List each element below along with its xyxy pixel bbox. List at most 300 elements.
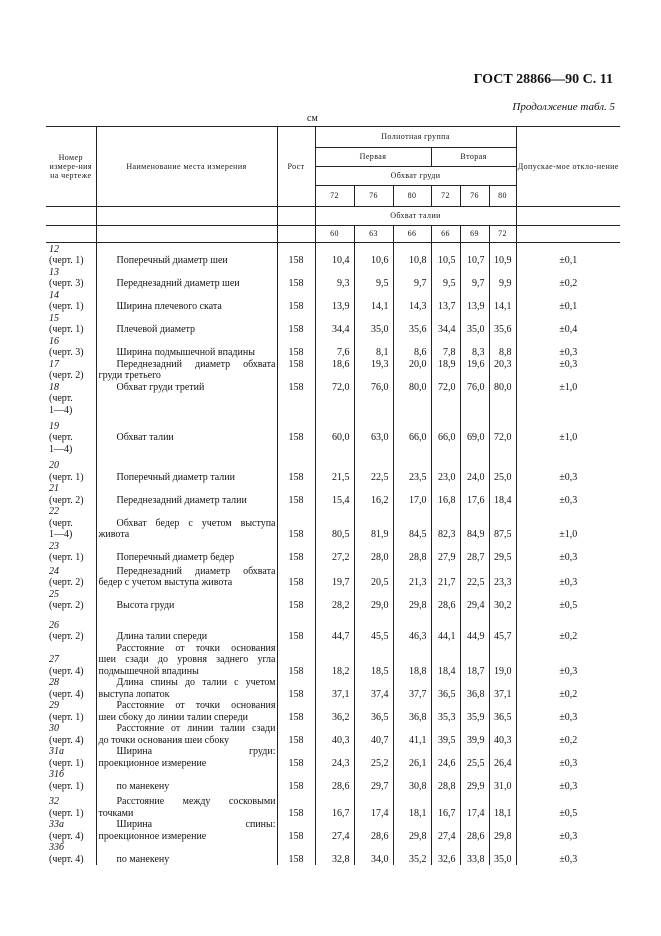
measurement-value: 36,5 — [431, 677, 460, 700]
tolerance-value: ±0,3 — [516, 460, 620, 483]
measurement-value: 7,8 — [431, 336, 460, 359]
drawing-reference: (черт. 3) — [49, 278, 84, 289]
measurement-name-cell — [96, 359, 277, 382]
column-header-name: Наименование места измерения — [96, 127, 277, 207]
measurement-value: 10,4 — [315, 243, 354, 267]
table-row — [46, 792, 620, 819]
measurement-number-cell — [46, 700, 96, 723]
waist-value: 72 — [489, 226, 516, 243]
measurement-value: 40,3 — [315, 723, 354, 746]
tolerance-value: ±0,1 — [516, 290, 620, 313]
measurement-value: 36,2 — [315, 700, 354, 723]
height-value: 158 — [277, 746, 315, 769]
measurement-value: 26,4 — [489, 746, 516, 769]
measurement-value: 10,6 — [354, 243, 393, 267]
measurement-value: 10,8 — [393, 243, 431, 267]
measurement-value: 84,5 — [393, 506, 431, 541]
measurement-value: 21,7 — [431, 564, 460, 589]
measurement-name-line: Ширина спины: — [116, 819, 276, 830]
waist-value: 66 — [431, 226, 460, 243]
chest-value: 72 — [431, 186, 460, 207]
chest-value: 80 — [489, 186, 516, 207]
measurement-value: 29,5 — [489, 541, 516, 564]
measurement-value: 8,6 — [393, 336, 431, 359]
measurement-value: 44,7 — [315, 612, 354, 643]
measurement-number-cell — [46, 564, 96, 589]
measurement-value: 9,5 — [431, 267, 460, 290]
measurement-number-cell — [46, 506, 96, 541]
measurement-value: 17,4 — [460, 792, 489, 819]
measurement-name-cell — [96, 336, 277, 359]
measurement-value: 8,1 — [354, 336, 393, 359]
measurement-name-line: Длина спины до талии с учетом — [116, 677, 276, 688]
drawing-reference: (черт. 1) — [49, 471, 84, 483]
drawing-reference: (черт. 1) — [49, 324, 84, 335]
measurement-value: 41,1 — [393, 723, 431, 746]
measurement-value: 28,6 — [460, 819, 489, 842]
drawing-reference: (черт. 3) — [49, 347, 84, 358]
measurement-value: 35,6 — [489, 313, 516, 336]
measurement-value: 35,6 — [393, 313, 431, 336]
measurement-value: 21,3 — [393, 564, 431, 589]
tolerance-value: ±0,2 — [516, 612, 620, 643]
measurement-value: 20,0 — [393, 359, 431, 382]
chest-value: 72 — [315, 186, 354, 207]
table-row — [46, 819, 620, 842]
measurement-value: 13,7 — [431, 290, 460, 313]
tolerance-value: ±1,0 — [516, 382, 620, 417]
measurement-value: 16,2 — [354, 483, 393, 506]
table-row — [46, 612, 620, 643]
measurement-name-line: по манекену — [116, 780, 170, 792]
height-value: 158 — [277, 769, 315, 792]
measurement-value: 27,4 — [431, 819, 460, 842]
measurement-value: 21,5 — [315, 460, 354, 483]
table-row — [46, 359, 620, 382]
table-row — [46, 416, 620, 460]
measurement-value: 14,1 — [489, 290, 516, 313]
drawing-reference: 1—4) — [49, 443, 73, 455]
tolerance-value: ±0,2 — [516, 267, 620, 290]
measurement-name-line: бедер с учетом выступа живота — [98, 577, 233, 588]
measurement-name-line: груди третьего — [98, 370, 161, 381]
measurement-value: 18,4 — [489, 483, 516, 506]
measurement-value: 72,0 — [431, 382, 460, 417]
tolerance-value: ±0,2 — [516, 677, 620, 700]
measurement-name-line: Ширина груди: — [116, 746, 276, 757]
measurement-number-cell — [46, 460, 96, 483]
measurement-value: 35,9 — [460, 700, 489, 723]
measurement-value: 16,7 — [431, 792, 460, 819]
head-spacer — [277, 226, 315, 243]
measurement-name-line: Переднезадний диаметр обхвата — [116, 565, 276, 577]
measurement-value: 29,8 — [393, 589, 431, 612]
measurement-name-cell — [96, 483, 277, 506]
measurement-value: 18,1 — [489, 792, 516, 819]
height-value: 158 — [277, 243, 315, 267]
measurement-name-line: Поперечный диаметр талии — [116, 471, 236, 483]
table-row — [46, 677, 620, 700]
head-spacer — [516, 207, 620, 226]
tolerance-value: ±0,3 — [516, 564, 620, 589]
measurement-value: 28,8 — [393, 541, 431, 564]
measurement-name-cell — [96, 769, 277, 792]
drawing-reference: (черт. 1) — [49, 757, 84, 769]
measurement-value: 13,9 — [315, 290, 354, 313]
measurement-value: 37,1 — [489, 677, 516, 700]
height-value: 158 — [277, 416, 315, 460]
measurement-number: 13 — [49, 266, 59, 278]
measurement-value: 29,9 — [460, 769, 489, 792]
table-row — [46, 483, 620, 506]
measurement-number: 15 — [49, 312, 59, 324]
measurement-number: 19 — [49, 420, 59, 432]
measurement-name-line: Обхват бедер с учетом выступа — [116, 517, 276, 529]
measurement-name-line: Ширина подмышечной впадины — [116, 347, 255, 358]
measurement-name-cell — [96, 842, 277, 865]
drawing-reference: (черт. 2) — [49, 494, 84, 506]
measurement-name-cell — [96, 506, 277, 541]
measurement-value: 9,5 — [354, 267, 393, 290]
measurement-number: 12 — [49, 243, 59, 255]
measurement-value: 9,3 — [315, 267, 354, 290]
head-spacer — [46, 207, 96, 226]
measurement-number: 30 — [49, 723, 59, 734]
measurement-value: 80,0 — [489, 382, 516, 417]
column-header-second-group: Вторая — [431, 148, 516, 167]
measurement-value: 28,6 — [354, 819, 393, 842]
measurement-value: 27,2 — [315, 541, 354, 564]
measurement-number: 23 — [49, 540, 59, 552]
tolerance-value: ±1,0 — [516, 416, 620, 460]
measurement-name-line: Высота груди — [116, 600, 175, 611]
height-value: 158 — [277, 819, 315, 842]
measurement-number-cell — [46, 612, 96, 643]
chest-value: 76 — [460, 186, 489, 207]
measurement-value: 37,7 — [393, 677, 431, 700]
drawing-reference: (черт. 2) — [49, 577, 84, 588]
measurement-value: 29,7 — [354, 769, 393, 792]
table-row — [46, 589, 620, 612]
measurement-value: 40,3 — [489, 723, 516, 746]
measurement-value: 23,3 — [489, 564, 516, 589]
measurement-name-line: Переднезадний диаметр шеи — [116, 278, 240, 289]
measurement-number: 24 — [49, 565, 59, 577]
measurement-value: 36,8 — [393, 700, 431, 723]
measurement-name-cell — [96, 677, 277, 700]
measurement-value: 17,4 — [354, 792, 393, 819]
tolerance-value: ±0,2 — [516, 723, 620, 746]
measurement-number: 16 — [49, 335, 59, 347]
height-value: 158 — [277, 564, 315, 589]
measurement-number-cell — [46, 313, 96, 336]
measurement-value: 28,8 — [431, 769, 460, 792]
measurement-value: 14,3 — [393, 290, 431, 313]
drawing-reference: (черт. 2) — [49, 600, 84, 611]
unit-label: см — [307, 113, 318, 124]
measurement-name-line: живота — [98, 529, 130, 540]
measurement-value: 34,4 — [431, 313, 460, 336]
measurement-number: 18 — [49, 381, 59, 393]
table-row — [46, 382, 620, 417]
measurement-value: 72,0 — [489, 416, 516, 460]
measurement-name-line: проекционное измерение — [98, 757, 207, 769]
tolerance-value: ±0,3 — [516, 643, 620, 678]
height-value: 158 — [277, 700, 315, 723]
measurement-value: 29,4 — [460, 589, 489, 612]
measurement-name-cell — [96, 723, 277, 746]
measurement-number: 29 — [49, 700, 59, 711]
table-row — [46, 723, 620, 746]
tolerance-value: ±0,3 — [516, 336, 620, 359]
head-spacer — [96, 207, 277, 226]
measurement-value: 20,5 — [354, 564, 393, 589]
measurement-value: 9,9 — [489, 267, 516, 290]
tolerance-value: ±0,3 — [516, 483, 620, 506]
table-row — [46, 313, 620, 336]
height-value: 158 — [277, 460, 315, 483]
table-head — [46, 127, 620, 243]
waist-value: 63 — [354, 226, 393, 243]
drawing-reference: (черт. — [49, 517, 73, 529]
measurement-number-cell — [46, 792, 96, 819]
measurement-name-cell — [96, 382, 277, 417]
drawing-reference: (черт. 4) — [49, 734, 84, 746]
head-spacer — [46, 226, 96, 243]
measurement-value: 29,0 — [354, 589, 393, 612]
measurement-name-line: Обхват талии — [116, 432, 174, 444]
waist-value: 60 — [315, 226, 354, 243]
measurement-value: 44,1 — [431, 612, 460, 643]
head-spacer — [96, 226, 277, 243]
drawing-reference: (черт. 1) — [49, 711, 84, 723]
tolerance-value: ±0,3 — [516, 769, 620, 792]
measurement-name-line: Переднезадний диаметр талии — [116, 494, 247, 506]
height-value: 158 — [277, 359, 315, 382]
measurement-name-cell — [96, 746, 277, 769]
measurement-value: 28,6 — [315, 769, 354, 792]
tolerance-value: ±0,5 — [516, 792, 620, 819]
column-header-group: Полнотная группа — [315, 127, 516, 148]
measurement-number-cell — [46, 541, 96, 564]
measurement-value: 27,9 — [431, 541, 460, 564]
measurement-name-line: до точки основания шеи сбоку — [98, 734, 230, 746]
measurement-value: 32,6 — [431, 842, 460, 865]
measurement-value: 28,6 — [431, 589, 460, 612]
document-header-title: ГОСТ 28866—90 С. 11 — [473, 72, 613, 87]
measurement-name-line: Длина талии спереди — [116, 631, 208, 642]
measurement-value: 31,0 — [489, 769, 516, 792]
table-row — [46, 700, 620, 723]
waist-value: 66 — [393, 226, 431, 243]
chest-value: 76 — [354, 186, 393, 207]
column-header-tolerance: Допускае-мое откло-нение — [516, 127, 620, 207]
measurement-value: 63,0 — [354, 416, 393, 460]
measurement-name-line: Расстояние от точки основания — [116, 700, 276, 711]
measurement-number-cell — [46, 589, 96, 612]
measurement-value: 35,3 — [431, 700, 460, 723]
measurement-number: 28 — [49, 677, 59, 688]
measurement-name-line: Поперечный диаметр шеи — [116, 255, 228, 266]
measurement-name-cell — [96, 643, 277, 678]
measurement-number-cell — [46, 643, 96, 678]
column-header-waist: Обхват талии — [315, 207, 516, 226]
measurement-value: 28,7 — [460, 541, 489, 564]
measurement-value: 72,0 — [315, 382, 354, 417]
measurement-name-cell — [96, 589, 277, 612]
measurement-value: 18,4 — [431, 643, 460, 678]
height-value: 158 — [277, 506, 315, 541]
chest-value: 80 — [393, 186, 431, 207]
measurement-value: 45,7 — [489, 612, 516, 643]
measurement-name-line: Переднезадний диаметр обхвата — [116, 358, 276, 370]
measurement-value: 15,4 — [315, 483, 354, 506]
measurement-value: 37,4 — [354, 677, 393, 700]
measurement-name-line: Расстояние между сосковыми — [116, 796, 276, 807]
measurement-value: 29,8 — [489, 819, 516, 842]
measurement-value: 76,0 — [460, 382, 489, 417]
table-body — [46, 243, 620, 866]
measurement-value: 19,0 — [489, 643, 516, 678]
measurement-value: 22,5 — [354, 460, 393, 483]
measurement-name-cell — [96, 290, 277, 313]
measurement-name-cell — [96, 819, 277, 842]
height-value: 158 — [277, 382, 315, 417]
height-value: 158 — [277, 267, 315, 290]
column-header-height: Рост — [277, 127, 315, 207]
measurement-value: 34,4 — [315, 313, 354, 336]
height-value: 158 — [277, 313, 315, 336]
measurement-value: 60,0 — [315, 416, 354, 460]
measurement-name-line: Обхват груди третий — [116, 381, 205, 393]
drawing-reference: (черт. — [49, 432, 73, 444]
measurement-name-line: Поперечный диаметр бедер — [116, 552, 235, 563]
measurement-value: 81,9 — [354, 506, 393, 541]
table-row — [46, 564, 620, 589]
measurement-number-cell — [46, 267, 96, 290]
height-value: 158 — [277, 336, 315, 359]
measurement-value: 13,9 — [460, 290, 489, 313]
table-row — [46, 541, 620, 564]
measurement-value: 9,7 — [460, 267, 489, 290]
measurement-value: 29,8 — [393, 819, 431, 842]
measurement-value: 10,5 — [431, 243, 460, 267]
measurement-number: 26 — [49, 619, 59, 631]
measurement-number: 25 — [49, 588, 59, 600]
measurement-value: 18,5 — [354, 643, 393, 678]
measurement-value: 28,2 — [315, 589, 354, 612]
measurement-number: 20 — [49, 460, 59, 471]
measurement-value: 24,3 — [315, 746, 354, 769]
tolerance-value: ±0,3 — [516, 819, 620, 842]
measurement-name-cell — [96, 243, 277, 267]
measurement-value: 16,7 — [315, 792, 354, 819]
drawing-reference: (черт. 1) — [49, 255, 84, 266]
measurement-value: 25,0 — [489, 460, 516, 483]
table-row — [46, 769, 620, 792]
measurement-value: 84,9 — [460, 506, 489, 541]
measurement-value: 19,6 — [460, 359, 489, 382]
measurement-value: 10,9 — [489, 243, 516, 267]
measurement-value: 8,8 — [489, 336, 516, 359]
measurement-value: 39,5 — [431, 723, 460, 746]
measurement-number-cell — [46, 382, 96, 417]
table-row — [46, 460, 620, 483]
measurement-value: 87,5 — [489, 506, 516, 541]
tolerance-value: ±0,3 — [516, 700, 620, 723]
measurement-value: 69,0 — [460, 416, 489, 460]
height-value: 158 — [277, 612, 315, 643]
measurement-value: 45,5 — [354, 612, 393, 643]
measurement-value: 19,3 — [354, 359, 393, 382]
measurement-value: 30,2 — [489, 589, 516, 612]
measurement-number-cell — [46, 677, 96, 700]
measurement-name-cell — [96, 416, 277, 460]
measurement-value: 27,4 — [315, 819, 354, 842]
waist-value: 69 — [460, 226, 489, 243]
tolerance-value: ±0,3 — [516, 842, 620, 865]
measurement-name-cell — [96, 792, 277, 819]
measurement-name-cell — [96, 612, 277, 643]
measurement-value: 14,1 — [354, 290, 393, 313]
measurement-name-cell — [96, 564, 277, 589]
measurement-number-cell — [46, 336, 96, 359]
drawing-reference: (черт. 1) — [49, 780, 84, 792]
measurement-value: 35,0 — [489, 842, 516, 865]
measurement-value: 24,0 — [460, 460, 489, 483]
measurement-number: 32 — [49, 796, 59, 807]
table-row — [46, 506, 620, 541]
measurement-number-cell — [46, 416, 96, 460]
measurement-name-line: Плечевой диаметр — [116, 324, 196, 335]
measurement-value: 82,3 — [431, 506, 460, 541]
measurement-name-line: проекционное измерение — [98, 830, 207, 842]
column-header-chest: Обхват груди — [315, 167, 516, 186]
measurement-name-line: по манекену — [116, 853, 170, 865]
measurement-number: 14 — [49, 289, 59, 301]
measurement-value: 18,2 — [315, 643, 354, 678]
height-value: 158 — [277, 541, 315, 564]
measurement-value: 26,1 — [393, 746, 431, 769]
drawing-reference: (черт. 4) — [49, 853, 84, 865]
drawing-reference: (черт. 4) — [49, 665, 84, 677]
measurement-number: 17 — [49, 358, 59, 370]
measurement-value: 18,8 — [393, 643, 431, 678]
measurement-value: 23,0 — [431, 460, 460, 483]
table-row — [46, 643, 620, 678]
measurement-value: 18,7 — [460, 643, 489, 678]
measurement-value: 17,6 — [460, 483, 489, 506]
tolerance-value: ±0,5 — [516, 589, 620, 612]
table-row — [46, 290, 620, 313]
measurement-value: 25,5 — [460, 746, 489, 769]
measurement-value: 10,7 — [460, 243, 489, 267]
measurement-number-cell — [46, 819, 96, 842]
measurement-value: 16,8 — [431, 483, 460, 506]
height-value: 158 — [277, 589, 315, 612]
measurement-value: 35,0 — [354, 313, 393, 336]
tolerance-value: ±0,4 — [516, 313, 620, 336]
drawing-reference: (черт. 1) — [49, 807, 84, 819]
table-row — [46, 842, 620, 865]
measurement-name-cell — [96, 700, 277, 723]
measurement-value: 9,7 — [393, 267, 431, 290]
measurement-value: 18,1 — [393, 792, 431, 819]
measurement-value: 66,0 — [431, 416, 460, 460]
measurement-number-cell — [46, 243, 96, 267]
measurement-number: 31а — [49, 746, 64, 757]
measurement-value: 23,5 — [393, 460, 431, 483]
